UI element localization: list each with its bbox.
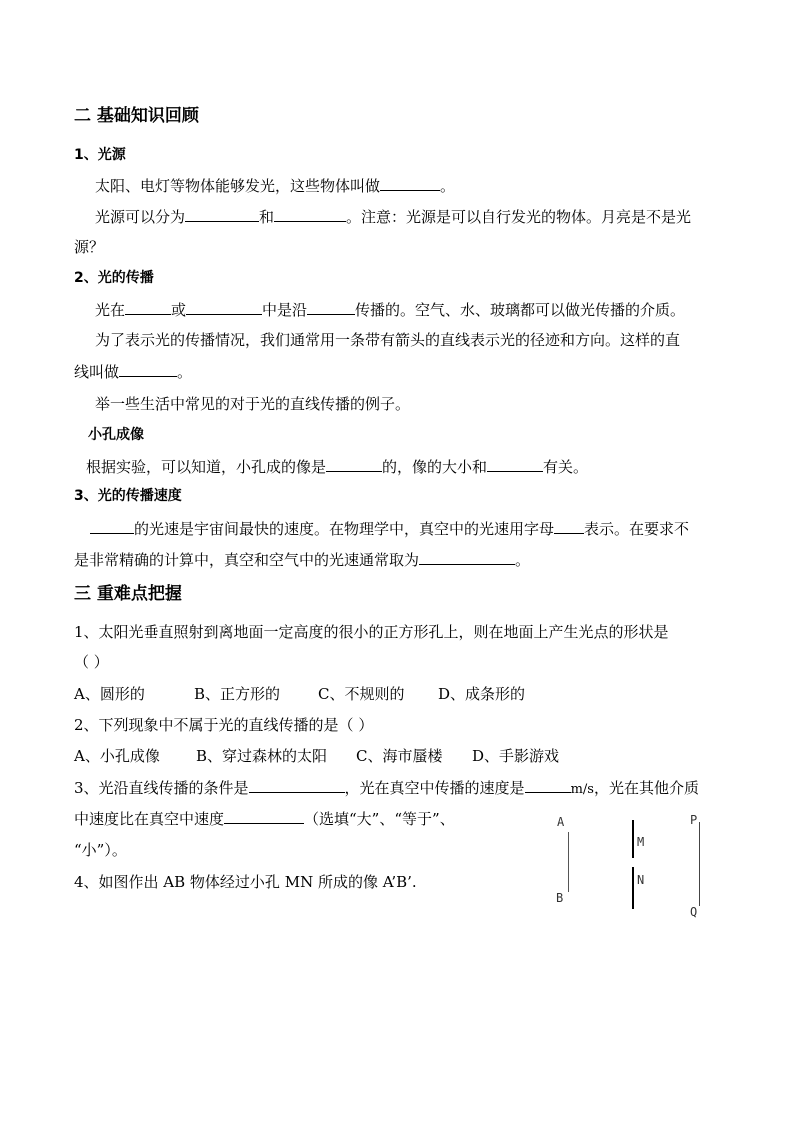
label-n: N: [637, 873, 645, 887]
text: 太阳、电灯等物体能够发光，这些物体叫做: [95, 177, 381, 195]
option-c[interactable]: C、不规则的: [318, 685, 405, 703]
text: 的光速是宇宙间最快的速度。在物理学中，真空中的光速用字母: [134, 520, 555, 538]
fill-blank[interactable]: [326, 456, 382, 472]
fill-blank[interactable]: [274, 206, 346, 222]
fill-blank[interactable]: [307, 299, 355, 315]
text: 光源可以分为: [95, 208, 186, 226]
label-b: B: [556, 891, 564, 905]
topic-3-line-2: [74, 549, 530, 570]
topic-1-line-1: [95, 175, 455, 196]
question-1-line-2: （ ）: [74, 653, 109, 671]
topic-1-line-2: [95, 206, 691, 227]
topic-2-line-1: [95, 299, 685, 320]
screen-lower: [632, 867, 634, 909]
fill-blank[interactable]: [90, 518, 134, 534]
text: 有关。: [543, 458, 589, 476]
topic-2-line-4: 举一些生活中常见的对于光的直线传播的例子。: [95, 395, 411, 413]
text: 。: [440, 177, 456, 195]
text: 和: [259, 208, 275, 226]
text: 或: [171, 301, 187, 319]
question-3-line-1: [74, 777, 699, 800]
option-c[interactable]: C、海市蜃楼: [356, 747, 443, 765]
label-q: Q: [690, 905, 698, 919]
text: ，光在其他介质: [593, 779, 699, 797]
text: 线叫做: [74, 363, 120, 381]
fill-blank[interactable]: [419, 549, 515, 565]
label-a: A: [557, 815, 565, 829]
screen-upper: [632, 820, 634, 858]
section-3-heading: 三 重难点把握: [74, 584, 182, 604]
option-b[interactable]: B、正方形的: [194, 685, 281, 703]
fill-blank[interactable]: [224, 808, 304, 824]
text: 。: [177, 363, 193, 381]
label-p: P: [690, 813, 698, 827]
screen-pq: [699, 822, 700, 906]
text: 的，像的大小和: [382, 458, 488, 476]
text: 。: [515, 551, 531, 569]
option-d[interactable]: D、手影游戏: [472, 747, 560, 765]
fill-blank[interactable]: [487, 456, 543, 472]
label-m: M: [637, 835, 645, 849]
option-b[interactable]: B、穿过森林的太阳: [196, 747, 328, 765]
topic-1-line-3: 源？: [74, 238, 105, 256]
fill-blank[interactable]: [554, 518, 584, 534]
pinhole-line-1: [86, 456, 588, 477]
fill-blank[interactable]: [249, 777, 345, 793]
text: （选填“大”、“等于”、: [304, 810, 455, 828]
topic-2-title: 2、光的传播: [74, 270, 154, 286]
topic-3-title: 3、光的传播速度: [74, 488, 182, 504]
fill-blank[interactable]: [119, 361, 177, 377]
text: 是非常精确的计算中，真空和空气中的光速通常取为: [74, 551, 420, 569]
fill-blank[interactable]: [125, 299, 171, 315]
section-2-heading: 二 基础知识回顾: [74, 106, 199, 126]
text: 中速度比在真空中速度: [74, 810, 225, 828]
option-a[interactable]: A、小孔成像: [74, 747, 160, 765]
topic-3-line-1: [90, 518, 689, 539]
question-4-line-1: 4、如图作出 AB 物体经过小孔 MN 所成的像 A’B’.: [74, 873, 417, 891]
pinhole-title: 小孔成像: [88, 427, 144, 443]
text: 光在: [95, 301, 126, 319]
unit-text: m/s: [570, 782, 594, 797]
fill-blank[interactable]: [186, 299, 262, 315]
object-ab: [568, 832, 569, 892]
text: 根据实验，可以知道，小孔成的像是: [86, 458, 327, 476]
text: 中是沿: [262, 301, 308, 319]
text: 。注意：光源是可以自行发光的物体。月亮是不是光: [346, 208, 692, 226]
question-2-line-1: 2、下列现象中不属于光的直线传播的是（ ）: [74, 716, 374, 734]
text: 3、光沿直线传播的条件是: [74, 779, 249, 797]
fill-blank[interactable]: [185, 206, 259, 222]
question-3-line-2: [74, 808, 455, 829]
fill-blank[interactable]: [525, 777, 571, 793]
fill-blank[interactable]: [380, 175, 440, 191]
option-a[interactable]: A、圆形的: [74, 685, 145, 703]
text: 表示。在要求不: [584, 520, 690, 538]
text: ，光在真空中传播的速度是: [344, 779, 525, 797]
question-3-line-3: “小”）。: [74, 841, 127, 859]
option-d[interactable]: D、成条形的: [438, 685, 526, 703]
question-1-line-1: 1、太阳光垂直照射到离地面一定高度的很小的正方形孔上，则在地面上产生光点的形状是: [74, 623, 669, 641]
topic-2-line-3: [74, 361, 192, 382]
text: 传播的。空气、水、玻璃都可以做光传播的介质。: [355, 301, 686, 319]
topic-1-title: 1、光源: [74, 147, 126, 163]
topic-2-line-2: 为了表示光的传播情况，我们通常用一条带有箭头的直线表示光的径迹和方向。这样的直: [95, 331, 681, 349]
